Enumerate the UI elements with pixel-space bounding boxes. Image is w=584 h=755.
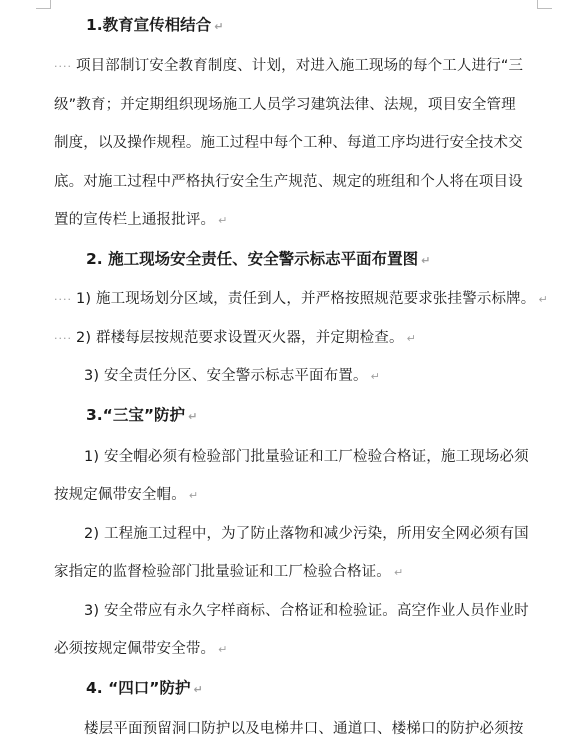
paragraph-mark: ↵ xyxy=(406,332,416,345)
paragraph-mark: ↵ xyxy=(214,20,224,33)
list-item: ···· 1) 施工现场划分区域，责任到人，并严格按照规范要求张挂警示标牌。 ↵ xyxy=(54,291,548,307)
list-item: ···· 2) 群楼每层按规范要求设置灭火器，并定期检查。 ↵ xyxy=(54,330,416,346)
crop-mark-top-left xyxy=(36,0,51,9)
paragraph-mark: ↵ xyxy=(370,370,381,383)
paragraph-line: 必须按规定佩带安全带。 ↵ xyxy=(54,641,228,657)
leader-dots: ···· xyxy=(54,60,72,73)
paragraph-line: ···· 项目部制订安全教育制度、计划，对进入施工现场的每个工人进行“三 xyxy=(54,58,524,74)
paragraph-line: 制度，以及操作规程。施工过程中每个工种、每道工序均进行安全技术交 xyxy=(54,135,523,151)
list-item: 3) 安全带应有永久字样商标、合格证和检验证。高空作业人员作业时 xyxy=(84,603,529,619)
section-3-heading: 3.“三宝”防护 ↵ xyxy=(86,406,198,424)
paragraph-mark: ↵ xyxy=(218,643,228,656)
paragraph-line: 楼层平面预留洞口防护以及电梯井口、通道口、楼梯口的防护必须按 xyxy=(84,721,524,737)
leader-dots: ···· xyxy=(54,332,72,345)
paragraph-mark: ↵ xyxy=(188,489,199,502)
list-item: 3) 安全责任分区、安全警示标志平面布置。 ↵ xyxy=(84,368,381,384)
paragraph-mark: ↵ xyxy=(538,293,548,306)
paragraph-mark: ↵ xyxy=(393,566,404,579)
paragraph-line: 家指定的监督检验部门批量验证和工厂检验合格证。 ↵ xyxy=(54,564,404,580)
leader-dots: ···· xyxy=(54,293,72,306)
crop-mark-top-right xyxy=(537,0,552,9)
list-item: 2) 工程施工过程中，为了防止落物和减少污染，所用安全网必须有国 xyxy=(84,526,529,542)
list-item: 1) 安全帽必须有检验部门批量验证和工厂检验合格证，施工现场必须 xyxy=(84,449,529,465)
paragraph-line: 级”教育；并定期组织现场施工人员学习建筑法律、法规，项目安全管理 xyxy=(54,97,516,113)
section-2-heading: 2. 施工现场安全责任、安全警示标志平面布置图 ↵ xyxy=(86,250,431,268)
paragraph-mark: ↵ xyxy=(188,410,198,423)
paragraph-line: 按规定佩带安全帽。 ↵ xyxy=(54,487,199,503)
paragraph-line: 置的宣传栏上通报批评。 ↵ xyxy=(54,212,228,228)
section-1-heading: 1.教育宣传相结合 ↵ xyxy=(86,16,224,34)
paragraph-mark: ↵ xyxy=(421,254,431,267)
paragraph-line: 底。对施工过程中严格执行安全生产规范、规定的班组和个人将在项目设 xyxy=(54,174,523,190)
paragraph-mark: ↵ xyxy=(193,683,203,696)
paragraph-mark: ↵ xyxy=(218,214,228,227)
section-4-heading: 4. “四口”防护 ↵ xyxy=(86,679,203,697)
